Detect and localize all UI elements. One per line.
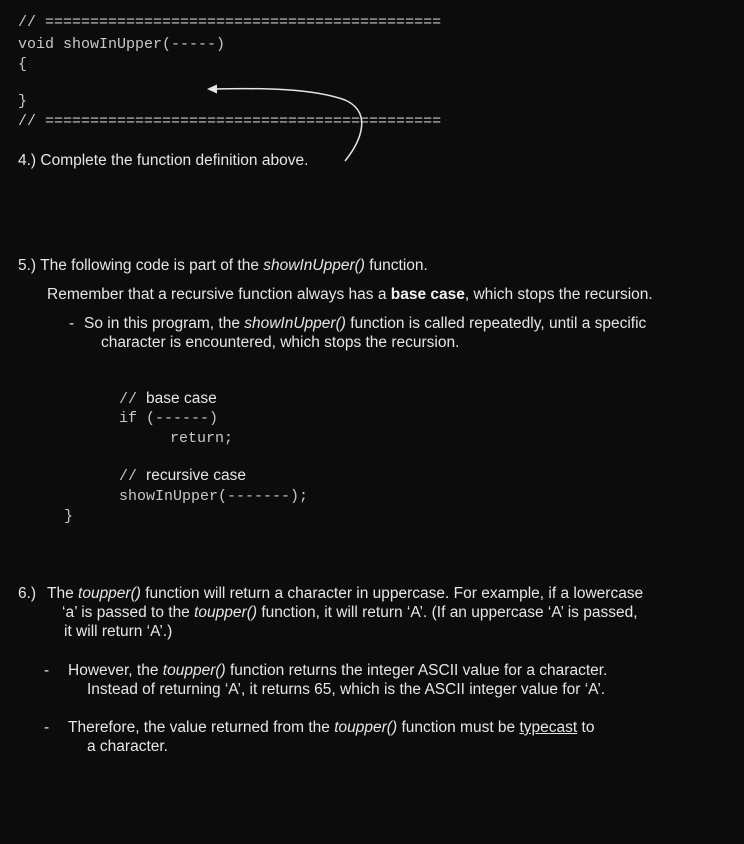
code-recursive-call: showInUpper(-------); [119, 488, 309, 505]
question-6-bullet2-line2: a character. [87, 738, 168, 755]
code-close-brace-2: } [64, 508, 74, 525]
question-5-number: 5.) [18, 257, 37, 274]
question-5-bullet-dash: - [69, 315, 75, 332]
code-open-brace: { [18, 56, 28, 73]
code-function-signature: void showInUpper(-----) [18, 36, 226, 53]
question-5-remember: Remember that a recursive function always has a base case, which stops the recursion. [47, 286, 653, 303]
code-if-line: if (------) [119, 410, 219, 427]
question-4-text: 4.) Complete the function definition above. [18, 152, 309, 169]
typecast-term: typecast [519, 719, 578, 736]
question-5-bullet-line2: character is encountered, which stops the recursion. [101, 334, 460, 351]
function-name: toupper() [162, 662, 226, 679]
question-6-bullet2-line1: Therefore, the value returned from the toupper() function must be typecast to [68, 719, 595, 736]
function-name: showInUpper() [244, 315, 346, 332]
question-6-bullet2-dash: - [44, 719, 50, 736]
function-name: toupper() [194, 604, 258, 621]
function-name: showInUpper() [263, 257, 365, 274]
function-name: toupper() [78, 585, 141, 602]
base-case-term: base case [390, 286, 465, 303]
code-separator-bottom: // ============================================ [18, 113, 442, 130]
code-separator-top: // ============================================ [18, 14, 442, 31]
code-comment-base-case: // base case [119, 390, 217, 408]
question-6-line2: ‘a’ is passed to the toupper() function, it will return ‘A’. (If an uppercase ‘A’ is passed, [62, 604, 638, 621]
question-6-bullet1-line2: Instead of returning ‘A’, it returns 65, which is the ASCII integer value for ‘A’. [87, 681, 606, 698]
function-name: toupper() [334, 719, 398, 736]
question-6-number: 6.) [18, 585, 37, 602]
code-return-line: return; [170, 430, 234, 447]
question-5-bullet-line1: So in this program, the showInUpper() function is called repeatedly, until a specific [84, 315, 647, 332]
question-5-intro: 5.) The following code is part of the showInUpper() function. [18, 257, 428, 274]
question-6-bullet1-dash: - [44, 662, 50, 679]
question-6-bullet1-line1: However, the toupper() function returns the integer ASCII value for a character. [68, 662, 608, 679]
question-6-line3: it will return ‘A’.) [64, 623, 173, 640]
code-close-brace: } [18, 93, 28, 110]
code-comment-recursive-case: // recursive case [119, 467, 246, 485]
question-6-line1: The toupper() function will return a character in uppercase. For example, if a lowercase [47, 585, 644, 602]
